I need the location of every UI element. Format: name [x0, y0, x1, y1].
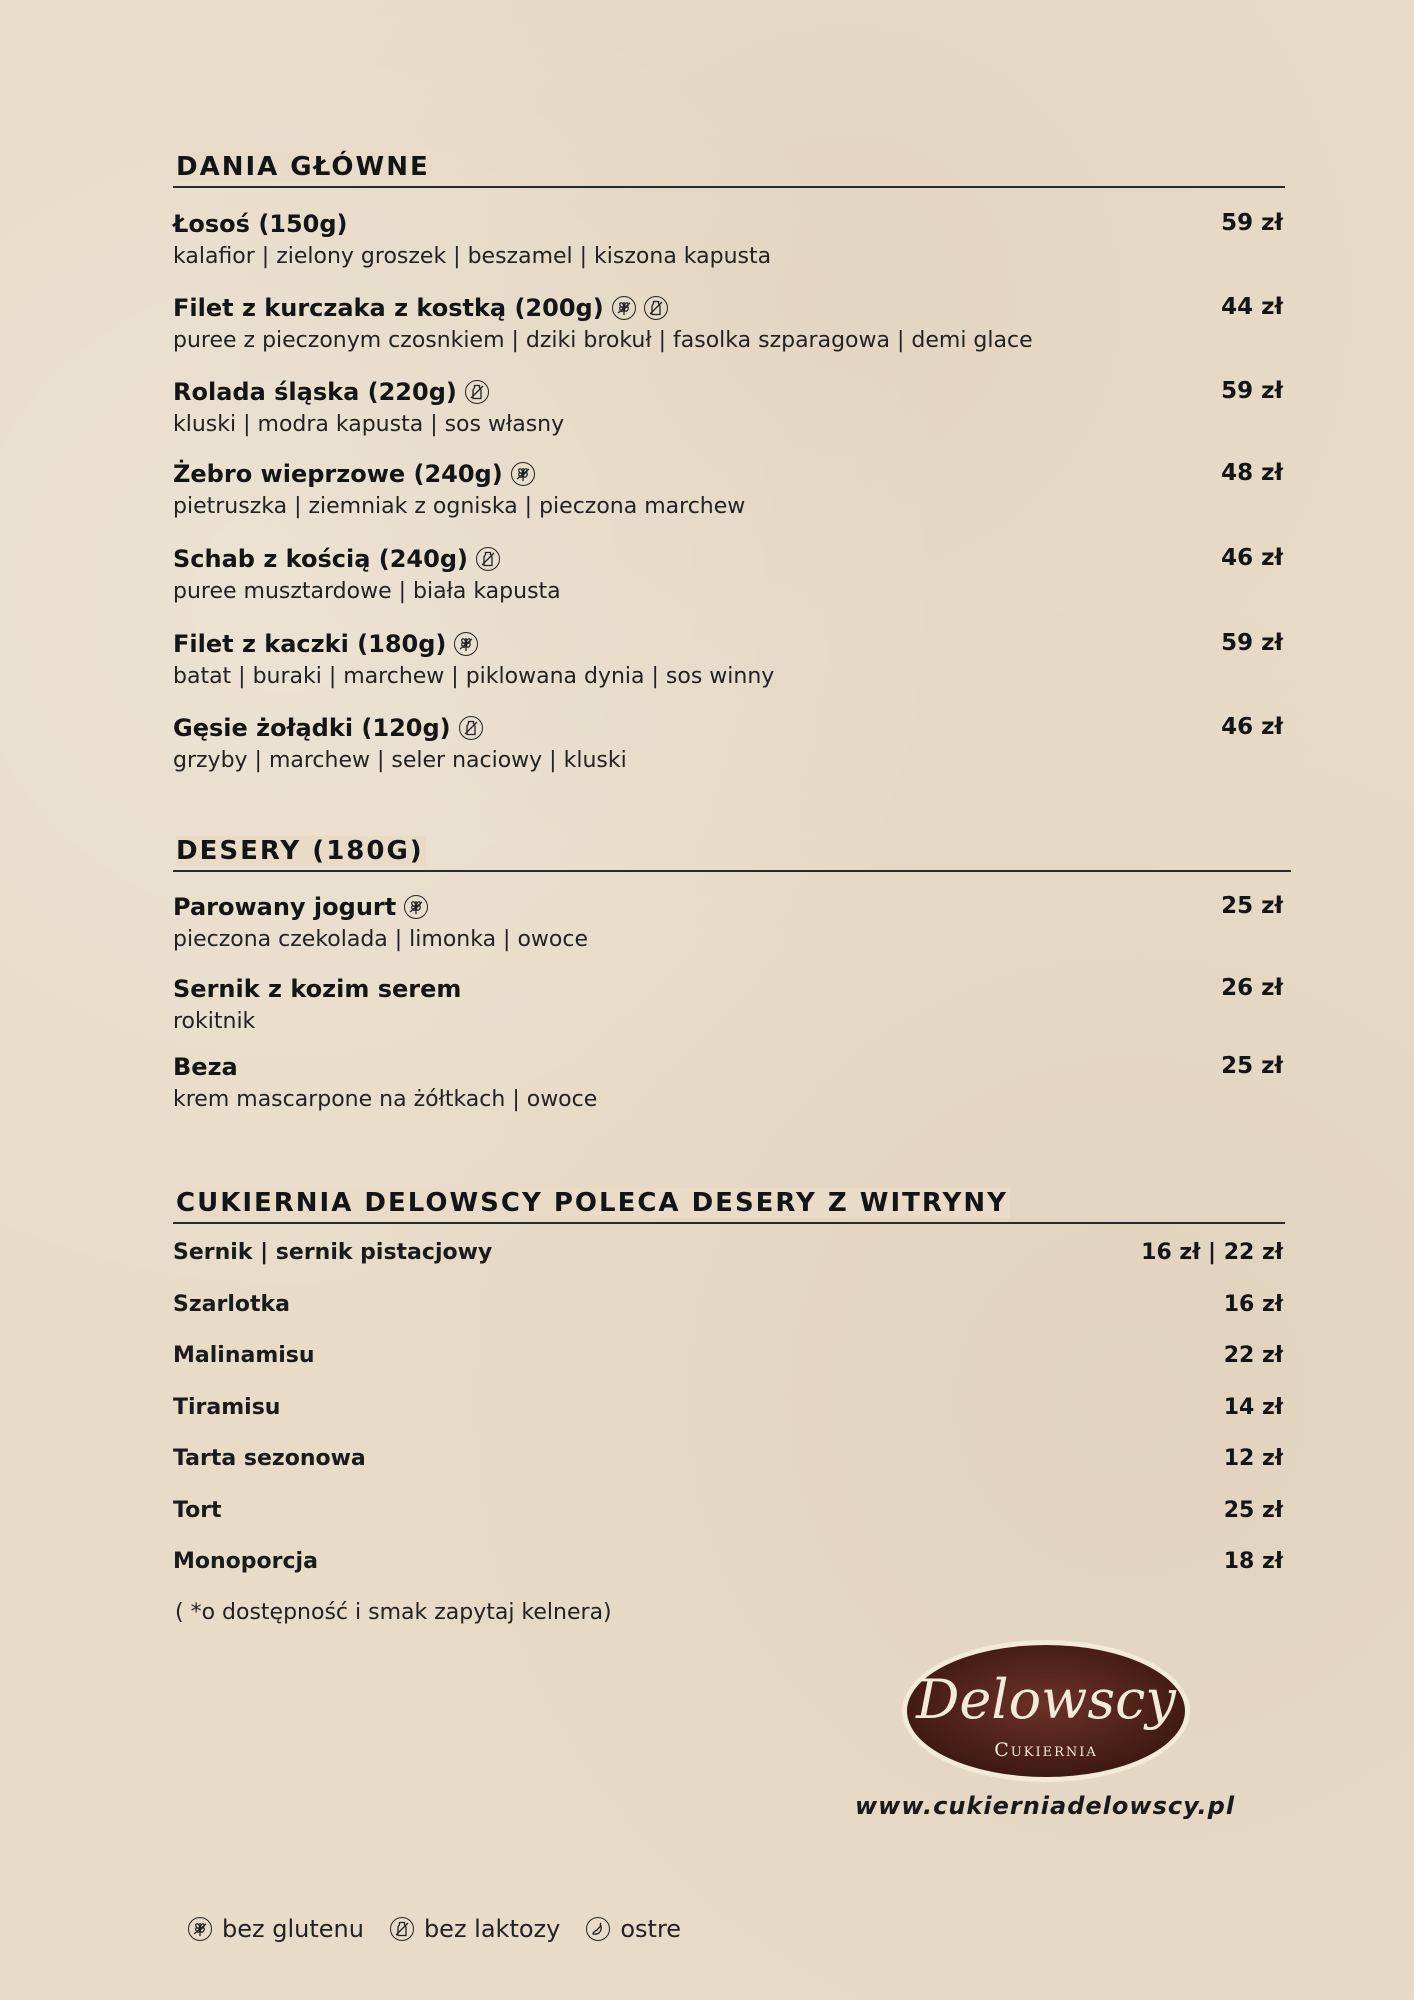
showcase-item: [173, 1292, 1283, 1317]
showcase-item-price: 16 zł | 22 zł: [1141, 1240, 1283, 1265]
menu-item-name: [173, 545, 1283, 573]
gluten-free-icon: [188, 1917, 212, 1941]
legend-item: [188, 1915, 364, 1943]
menu-item: [173, 893, 1283, 952]
gluten-free-icon: [612, 296, 636, 320]
showcase-item-name: Tort: [173, 1497, 222, 1523]
showcase-item-name: Sernik | sernik pistacjowy: [173, 1240, 493, 1265]
menu-item-name-text: Sernik z kozim serem: [173, 975, 462, 1003]
menu-item-name-text: Żebro wieprzowe (240g): [173, 460, 503, 488]
section-title-text: CUKIERNIA DELOWSCY POLECA DESERY Z WITRYNY: [176, 1188, 1008, 1218]
menu-item-description: puree musztardowe | biała kapusta: [173, 579, 561, 604]
menu-item-price: 59 zł: [1221, 210, 1283, 236]
menu-item-price: 59 zł: [1221, 378, 1283, 404]
menu-item-description: grzyby | marchew | seler naciowy | kluski: [173, 748, 627, 773]
showcase-item: [173, 1395, 1283, 1420]
menu-item-name: [173, 1053, 1283, 1081]
gluten-free-icon: [511, 462, 535, 486]
menu-item-name-text: Łosoś (150g): [173, 210, 348, 238]
legend-label: bez laktozy: [423, 1915, 561, 1943]
menu-item-price: 25 zł: [1221, 893, 1283, 919]
showcase-section: [173, 1188, 1285, 1224]
showcase-item-price: 22 zł: [1223, 1343, 1283, 1368]
legend-label: bez glutenu: [222, 1915, 364, 1943]
showcase-item-price: 16 zł: [1223, 1291, 1283, 1317]
showcase-item: [173, 1549, 1283, 1574]
showcase-item-price: 14 zł: [1223, 1394, 1283, 1420]
section-title-text: DESERY (180G): [176, 836, 424, 866]
gluten-free-icon: [454, 632, 478, 656]
menu-item-price: 44 zł: [1221, 294, 1283, 320]
menu-item-name-text: Parowany jogurt: [173, 893, 397, 921]
logo-subtitle: Cukiernia: [994, 1739, 1098, 1761]
menu-item-description: pietruszka | ziemniak z ogniska | pieczona marchew: [173, 494, 746, 519]
gluten-free-icon: [404, 895, 428, 919]
legend-item: [390, 1915, 560, 1943]
menu-item-name: [173, 460, 1283, 488]
menu-item-name-text: Beza: [173, 1053, 238, 1081]
menu-item-description: kluski | modra kapusta | sos własny: [173, 412, 565, 437]
showcase-item: [173, 1240, 1283, 1265]
lactose-free-icon: [390, 1917, 414, 1941]
showcase-item-name: Tiramisu: [173, 1394, 281, 1420]
menu-item-name: [173, 714, 1283, 742]
spicy-icon: [586, 1917, 610, 1941]
menu-item-name: [173, 630, 1283, 658]
menu-item-description: pieczona czekolada | limonka | owoce: [173, 927, 589, 952]
menu-item-description: kalafior | zielony groszek | beszamel | kiszona kapusta: [173, 244, 772, 269]
menu-item: [173, 545, 1283, 604]
showcase-item: [173, 1343, 1283, 1368]
lactose-free-icon: [459, 716, 483, 740]
menu-item-price: 46 zł: [1221, 714, 1283, 740]
menu-item-name-text: Filet z kurczaka z kostką (200g): [173, 294, 604, 322]
menu-item: [173, 975, 1283, 1034]
menu-item-price: 25 zł: [1221, 1053, 1283, 1079]
section-title-text: DANIA GŁÓWNE: [176, 152, 430, 182]
menu-item-description: puree z pieczonym czosnkiem | dziki brokuł | fasolka szparagowa | demi glace: [173, 328, 1033, 353]
menu-item-price: 46 zł: [1221, 545, 1283, 571]
showcase-item-price: 25 zł: [1223, 1497, 1283, 1523]
menu-item-name-text: Gęsie żołądki (120g): [173, 714, 451, 742]
menu-item: [173, 714, 1283, 773]
menu-item: [173, 294, 1283, 353]
lactose-free-icon: [476, 547, 500, 571]
section-divider: [173, 186, 1285, 188]
menu-item-name-text: Schab z kością (240g): [173, 545, 468, 573]
menu-item-description: rokitnik: [173, 1009, 256, 1034]
showcase-item: [173, 1446, 1283, 1471]
menu-item-name: [173, 294, 1283, 322]
section-divider: [173, 1222, 1285, 1224]
menu-item-price: 48 zł: [1221, 460, 1283, 486]
showcase-item-name: Monoporcja: [173, 1549, 318, 1574]
legend-item: [586, 1915, 681, 1943]
allergen-legend: [188, 1915, 707, 1943]
section-title: [173, 152, 1285, 188]
menu-item-name: [173, 378, 1283, 406]
menu-item-name: [173, 975, 1283, 1003]
menu-item-name-text: Filet z kaczki (180g): [173, 630, 447, 658]
showcase-item: [173, 1498, 1283, 1523]
menu-item-description: krem mascarpone na żółtkach | owoce: [173, 1087, 598, 1112]
menu-item-name-text: Rolada śląska (220g): [173, 378, 457, 406]
menu-item-price: 26 zł: [1221, 975, 1283, 1001]
main-dishes-list: [173, 210, 1283, 780]
menu-item-name: [173, 210, 1283, 238]
menu-item: [173, 630, 1283, 689]
section-divider: [173, 870, 1291, 872]
menu-item-price: 59 zł: [1221, 630, 1283, 656]
desserts-section: [173, 836, 1291, 872]
delowscy-logo: [900, 1638, 1192, 1784]
main-dishes-section: [173, 152, 1285, 188]
logo-script: Delowscy: [916, 1668, 1176, 1731]
section-title: [173, 1188, 1285, 1224]
section-title: [173, 836, 1291, 872]
showcase-item-price: 18 zł: [1223, 1549, 1283, 1574]
menu-item: [173, 460, 1283, 519]
menu-item-name: [173, 893, 1283, 921]
showcase-list: [173, 1240, 1283, 1580]
lactose-free-icon: [644, 296, 668, 320]
menu-item: [173, 1053, 1283, 1112]
menu-item: [173, 210, 1283, 269]
showcase-item-name: Szarlotka: [173, 1291, 290, 1317]
website-link[interactable]: www.cukierniadelowscy.pl: [855, 1792, 1236, 1820]
menu-item-description: batat | buraki | marchew | piklowana dynia | sos winny: [173, 664, 775, 689]
availability-note: ( *o dostępność i smak zapytaj kelnera): [175, 1600, 612, 1625]
showcase-item-name: Tarta sezonowa: [173, 1446, 366, 1471]
desserts-list: [173, 893, 1283, 1133]
menu-item: [173, 378, 1283, 437]
lactose-free-icon: [465, 380, 489, 404]
legend-label: ostre: [620, 1915, 682, 1943]
showcase-item-price: 12 zł: [1223, 1446, 1283, 1471]
showcase-item-name: Malinamisu: [173, 1343, 315, 1368]
